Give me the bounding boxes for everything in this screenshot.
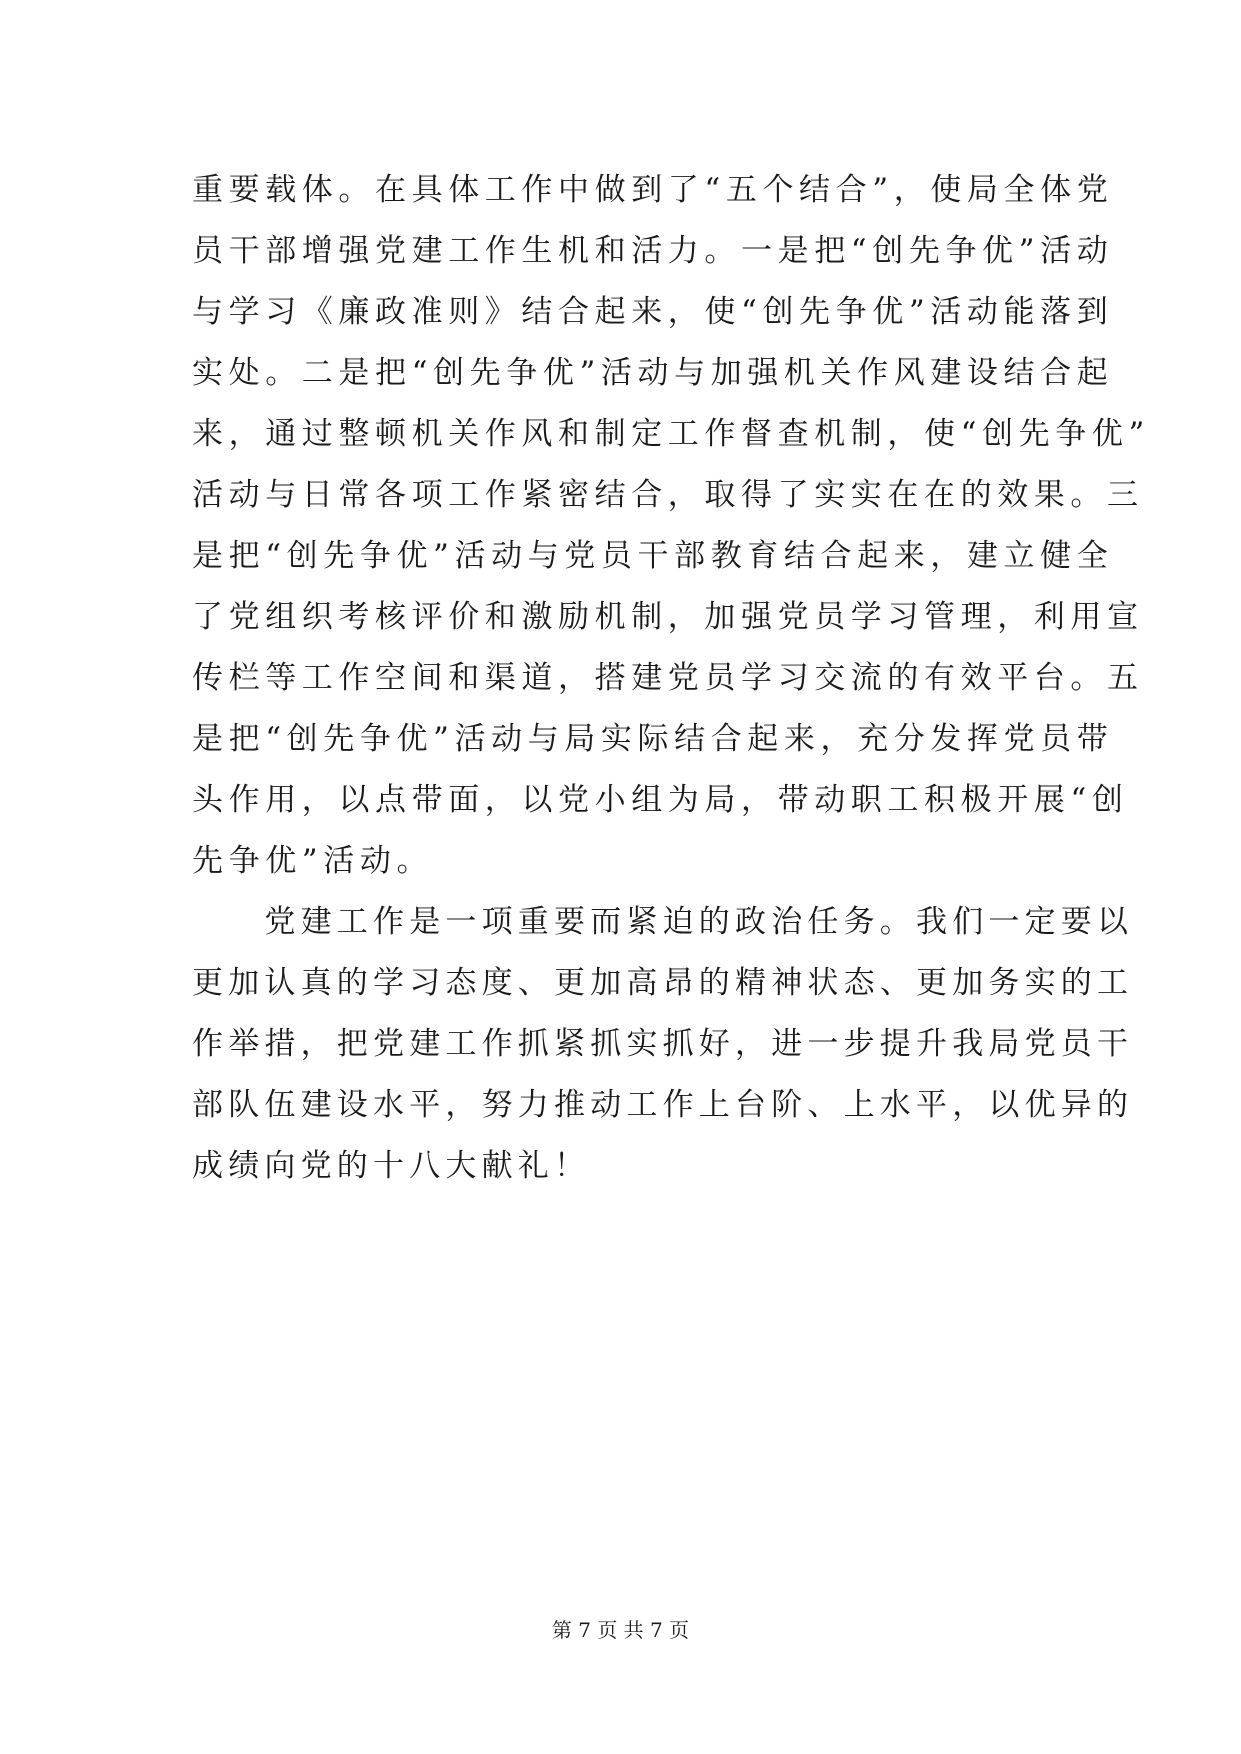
paragraph-line: 是把“创先争优”活动与党员干部教育结合起来，建立健全 xyxy=(192,538,1114,574)
paragraph-line: 传栏等工作空间和渠道，搭建党员学习交流的有效平台。五 xyxy=(192,660,1144,696)
paragraph-line: 重要载体。在具体工作中做到了“五个结合”，使局全体党 xyxy=(192,172,1114,208)
paragraph-line: 活动与日常各项工作紧密结合，取得了实实在在的效果。三 xyxy=(192,477,1144,513)
paragraph-line: 作举措，把党建工作抓紧抓实抓好，进一步提升我局党员干 xyxy=(192,1026,1134,1062)
paragraph-line: 头作用，以点带面，以党小组为局，带动职工积极开展“创 xyxy=(192,782,1129,818)
paragraph-line: 了党组织考核评价和激励机制，加强党员学习管理，利用宣 xyxy=(192,599,1144,635)
paragraph-line: 部队伍建设水平，努力推动工作上台阶、上水平，以优异的 xyxy=(192,1087,1134,1123)
page-footer xyxy=(0,1616,1241,1644)
paragraph-line: 员干部增强党建工作生机和活力。一是把“创先争优”活动 xyxy=(192,233,1114,269)
paragraph-line: 更加认真的学习态度、更加高昂的精神状态、更加务实的工 xyxy=(192,965,1134,1001)
paragraph-line: 来，通过整顿机关作风和制定工作督查机制，使“创先争优” xyxy=(192,416,1150,452)
paragraph-line: 是把“创先争优”活动与局实际结合起来，充分发挥党员带 xyxy=(192,721,1114,757)
paragraph-line: 成绩向党的十八大献礼！ xyxy=(192,1148,591,1184)
paragraph-1 xyxy=(192,160,1150,892)
document-body xyxy=(192,160,1150,1197)
paragraph-line: 党建工作是一项重要而紧迫的政治任务。我们一定要以 xyxy=(192,904,1134,940)
page-number-label: 第 7 页 共 7 页 xyxy=(551,1618,690,1642)
paragraph-2 xyxy=(192,892,1134,1197)
paragraph-line: 先争优”活动。 xyxy=(192,843,434,879)
paragraph-line: 与学习《廉政准则》结合起来，使“创先争优”活动能落到 xyxy=(192,294,1114,330)
paragraph-line: 实处。二是把“创先争优”活动与加强机关作风建设结合起 xyxy=(192,355,1114,391)
